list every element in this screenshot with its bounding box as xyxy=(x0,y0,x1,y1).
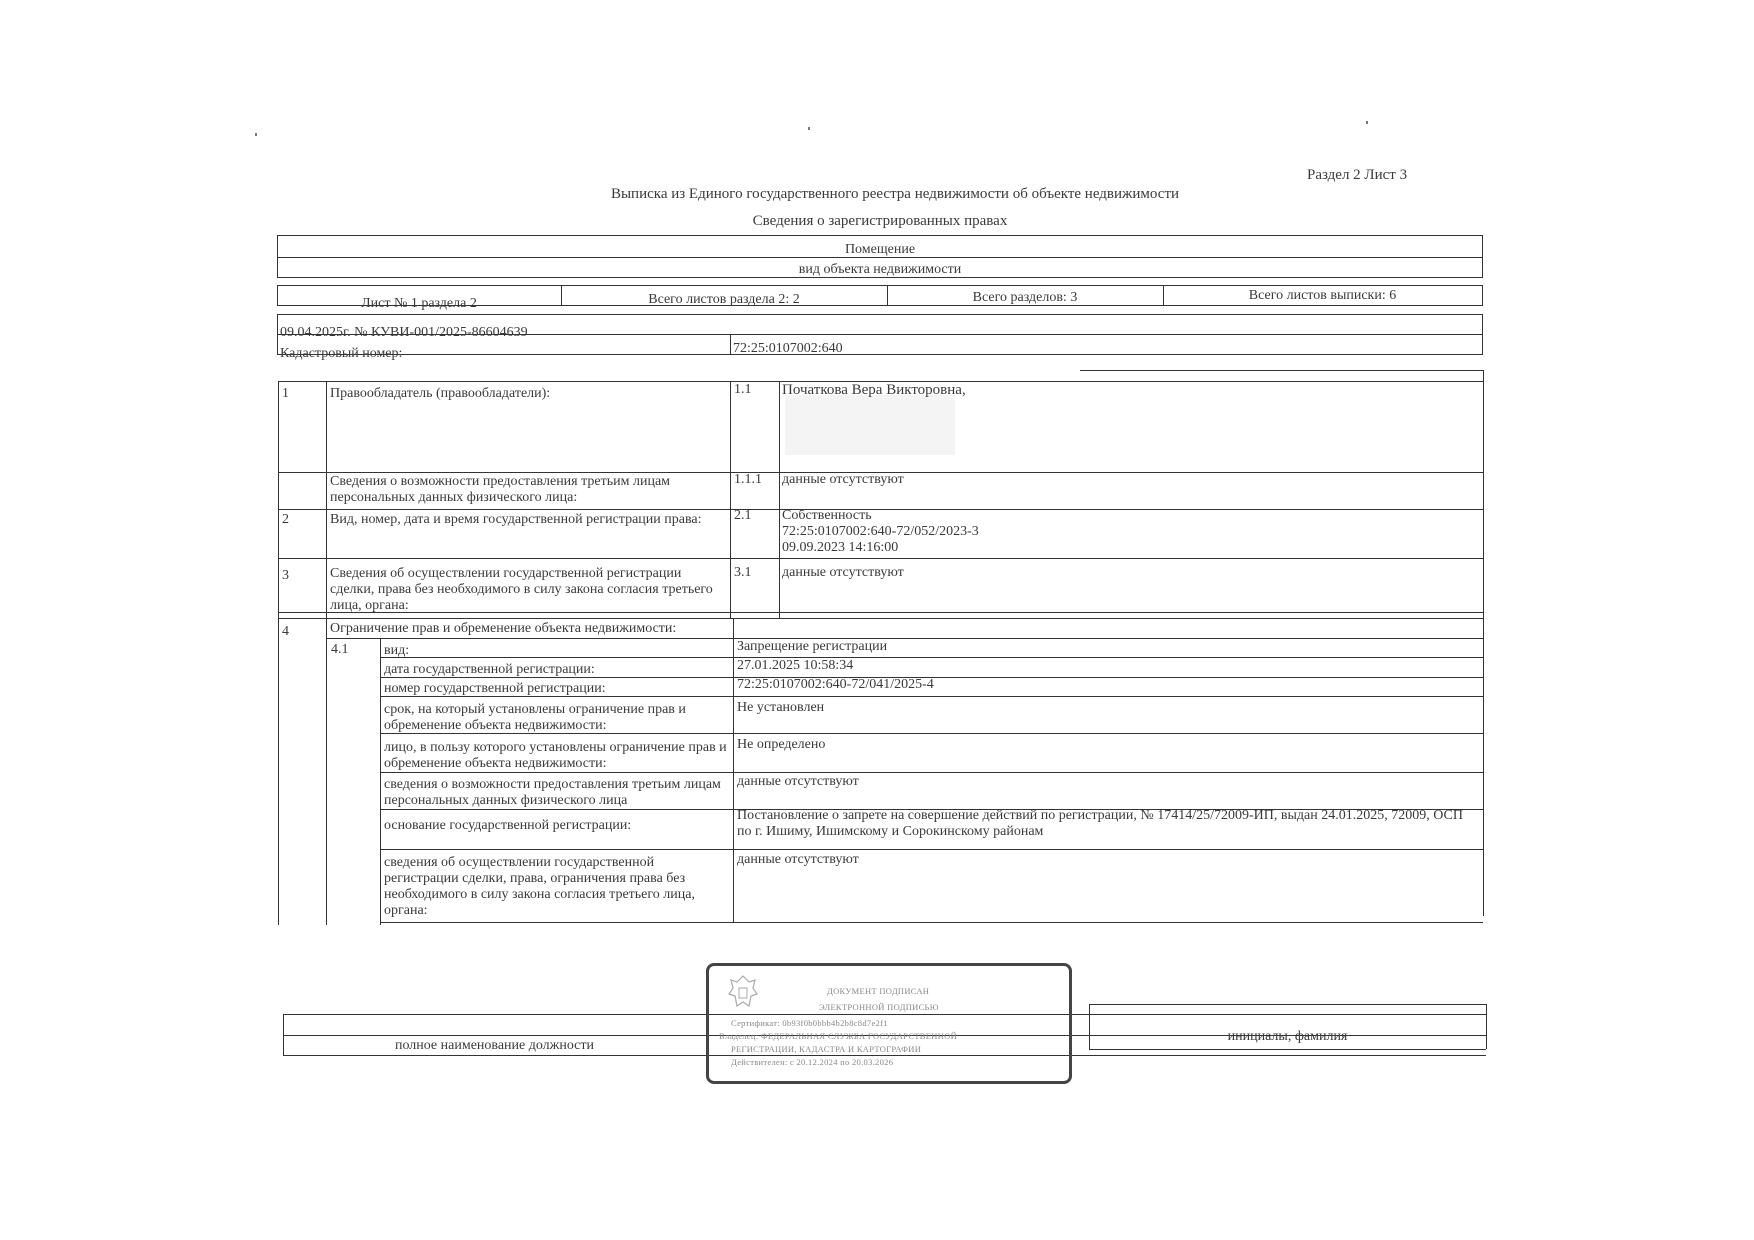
right-number-value: 72:25:0107002:640-72/052/2023-3 xyxy=(782,524,979,539)
sheet-number: Лист № 1 раздела 2 xyxy=(361,296,477,311)
restriction-value: Постановление о запрете на совершение действий по регистрации, № 17414/25/72009-ИП, выдан 24.01.2025, 72009, ОСП по г. Ишиму, Ишимскому и Сорокинскому районам xyxy=(737,808,1463,839)
total-sections: Всего разделов: 3 xyxy=(972,290,1078,305)
restriction-section-label: Ограничение прав и обременение объекта недвижимости: xyxy=(330,621,677,636)
rightholder-label: Правообладатель (правообладатели): xyxy=(330,386,551,401)
name-label: инициалы, фамилия xyxy=(1227,1029,1348,1044)
electronic-signature-stamp xyxy=(706,963,1072,1084)
row-number: 4 xyxy=(282,624,289,639)
deal-without-consent-label: Сведения об осуществлении государственной регистрации сделки, права без необходимого в силу закона согласия третьего лица, органа: xyxy=(330,566,713,613)
row-subnumber: 2.1 xyxy=(734,508,752,523)
stamp-line: ЭЛЕКТРОННОЙ ПОДПИСЬЮ xyxy=(819,1002,939,1012)
scan-mark xyxy=(255,133,257,136)
cadastral-number-label: Кадастровый номер: xyxy=(280,346,403,361)
document-subtitle: Сведения о зарегистрированных правах xyxy=(752,213,1008,229)
redacted-area xyxy=(785,395,955,455)
registration-label: Вид, номер, дата и время государственной регистрации права: xyxy=(330,512,702,527)
right-type-value: Собственность xyxy=(782,508,872,523)
stamp-line: ДОКУМЕНТ ПОДПИСАН xyxy=(827,986,930,996)
object-kind-label: вид объекта недвижимости xyxy=(798,262,962,277)
stamp-line: РЕГИСТРАЦИИ, КАДАСТРА И КАРТОГРАФИИ xyxy=(731,1044,922,1054)
restriction-label: основание государственной регистрации: xyxy=(384,818,632,833)
coat-of-arms-icon xyxy=(723,972,763,1012)
restriction-value: 27.01.2025 10:58:34 xyxy=(737,658,854,673)
restriction-label: вид: xyxy=(384,643,410,658)
restriction-value: данные отсутствуют xyxy=(737,852,859,867)
restriction-value: Не установлен xyxy=(737,700,825,715)
row-subnumber: 4.1 xyxy=(331,642,349,657)
personal-data-label: Сведения о возможности предоставления третьим лицам персональных данных физического лица: xyxy=(330,474,671,505)
cadastral-number-value: 72:25:0107002:640 xyxy=(733,341,843,356)
restriction-value: Не определено xyxy=(737,737,826,752)
stamp-line: Владелец: ФЕДЕРАЛЬНАЯ СЛУЖБА ГОСУДАРСТВЕННОЙ xyxy=(719,1031,958,1041)
row-number: 1 xyxy=(282,386,289,401)
row-subnumber: 3.1 xyxy=(734,565,752,580)
restriction-label: срок, на который установлены ограничение прав и обременение объекта недвижимости: xyxy=(384,702,686,733)
object-name: Помещение xyxy=(844,242,916,257)
rightholder-value: Початкова Вера Викторовна, xyxy=(782,382,966,398)
section-sheet-label: Раздел 2 Лист 3 xyxy=(1307,167,1408,183)
restriction-label: сведения о возможности предоставления третьим лицам персональных данных физического лица xyxy=(384,777,721,808)
row-subnumber: 1.1 xyxy=(734,382,752,397)
restriction-value: Запрещение регистрации xyxy=(737,639,888,654)
stamp-line: Действителен: с 20.12.2024 по 20.03.2026 xyxy=(731,1057,894,1067)
restriction-value: данные отсутствуют xyxy=(737,774,859,789)
restriction-label: лицо, в пользу которого установлены ограничение прав и обременение объекта недвижимости: xyxy=(384,740,727,771)
row-subnumber: 1.1.1 xyxy=(734,472,762,487)
row-number: 3 xyxy=(282,568,289,583)
restriction-value: 72:25:0107002:640-72/041/2025-4 xyxy=(737,677,934,692)
position-label: полное наименование должности xyxy=(394,1038,595,1053)
restriction-label: дата государственной регистрации: xyxy=(384,662,595,677)
right-date-value: 09.09.2023 14:16:00 xyxy=(782,540,899,555)
deal-without-consent-value: данные отсутствуют xyxy=(782,565,904,580)
document-title: Выписка из Единого государственного реестра недвижимости об объекте недвижимости xyxy=(610,186,1180,202)
scan-mark xyxy=(808,127,810,130)
extract-date-number: 09.04.2025г. № КУВИ-001/2025-86604639 xyxy=(280,325,528,340)
stamp-line: Сертификат: 0b93f0b0bbb4b2b8c8d7e2f1 xyxy=(731,1018,888,1028)
personal-data-value: данные отсутствуют xyxy=(782,472,904,487)
total-extract-sheets: Всего листов выписки: 6 xyxy=(1248,288,1397,303)
restriction-label: номер государственной регистрации: xyxy=(384,681,606,696)
restriction-label: сведения об осуществлении государственной регистрации сделки, права, ограничения права без необходимого в силу закона согласия третьего лица, органа: xyxy=(384,855,695,918)
row-number: 2 xyxy=(282,512,289,527)
total-section-sheets: Всего листов раздела 2: 2 xyxy=(648,292,800,307)
scan-mark xyxy=(1366,121,1368,124)
